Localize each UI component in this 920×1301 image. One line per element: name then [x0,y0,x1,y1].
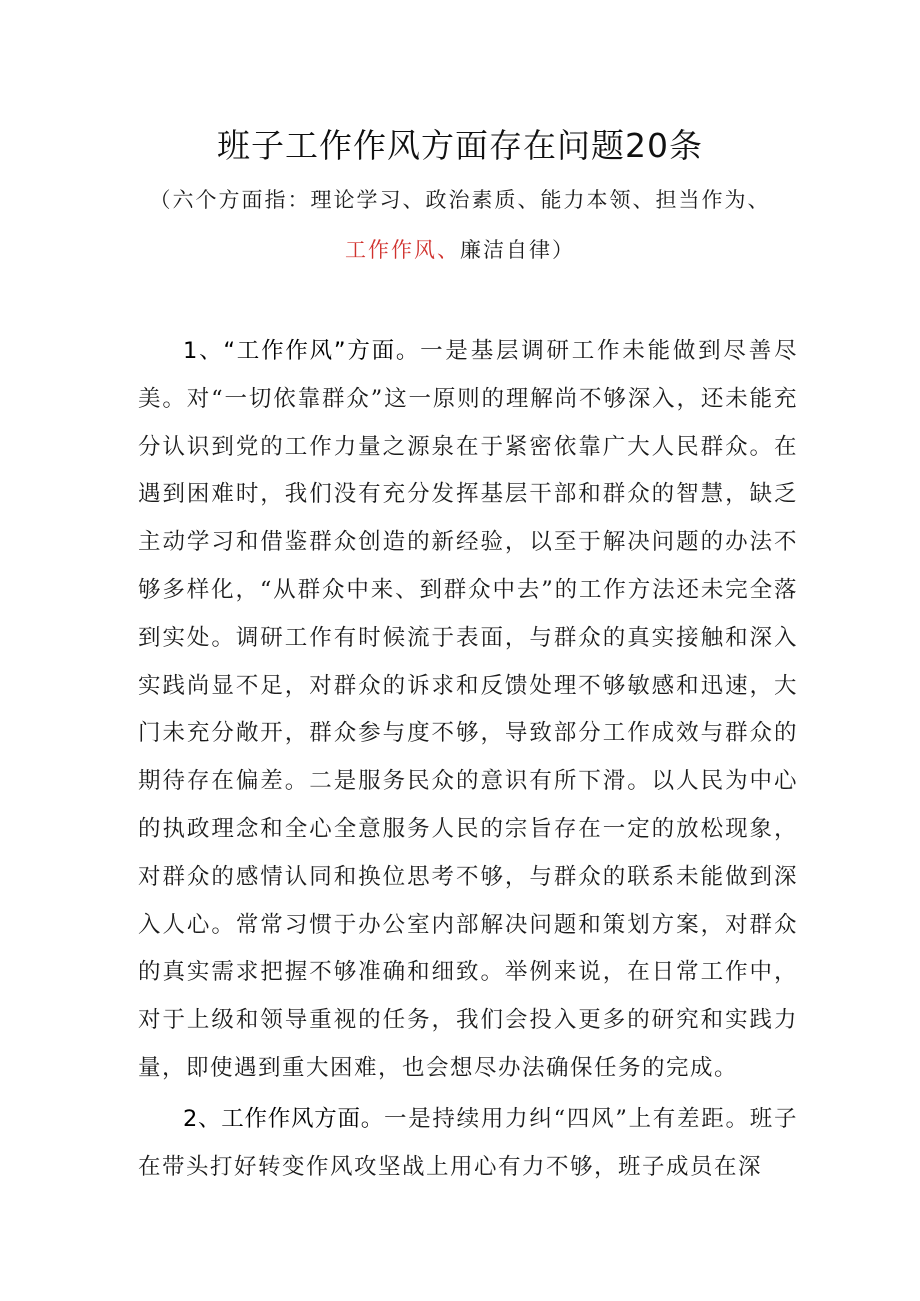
paragraph-2-heading: 2、工作作风方面。 [183,1106,384,1132]
paragraph-1-text: 一是基层调研工作未能做到尽善尽美。对“一切依靠群众”这一原则的理解尚不够深入，还未能充分认识到党的工作力量之源泉在于紧密依靠广大人民群众。在遇到困难时，我们没有充分发挥基层干部和群众的智慧，缺乏主动学习和借鉴群众创造的新经验，以至于解决问题的办法不够多样化，“从群众中来、到群众中去”的工作方法还未完全落到实处。调研工作有时候流于表面，与群众的真实接触和深入实践尚显不足，对群众的诉求和反馈处理不够敏感和迅速，大门未充分敞开，群众参与度不够，导致部分工作成效与群众的期待存在偏差。二是服务民众的意识有所下滑。以人民为中心的执政理念和全心全意服务人民的宗旨存在一定的放松现象，对群众的感情认同和换位思考不够，与群众的联系未能做到深入人心。常常习惯于办公室内部解决问题和策划方案，对群众的真实需求把握不够准确和细致。举例来说，在日常工作中，对于上级和领导重视的任务，我们会投入更多的研究和实践力量，即使遇到重大困难，也会想尽办法确保任务的完成。 [138,338,798,1081]
subtitle-line-2 [0,230,920,270]
paragraph-2 [138,1096,798,1192]
document-title: 班子工作作风方面存在问题20条 [217,126,703,165]
subtitle-line-1: （六个方面指：理论学习、政治素质、能力本领、担当作为、 [149,188,771,212]
subtitle-highlight: 工作作风、 [345,238,460,262]
paragraph-2-text: 一是持续用力纠“四风”上有差距。班子在带头打好转变作风攻坚战上用心有力不够，班子成员在深 [138,1106,798,1180]
paragraph-1-heading: 1、“工作作风”方面。 [183,338,421,364]
subtitle-rest: 廉洁自律） [460,238,575,262]
paragraph-1 [138,328,798,1093]
